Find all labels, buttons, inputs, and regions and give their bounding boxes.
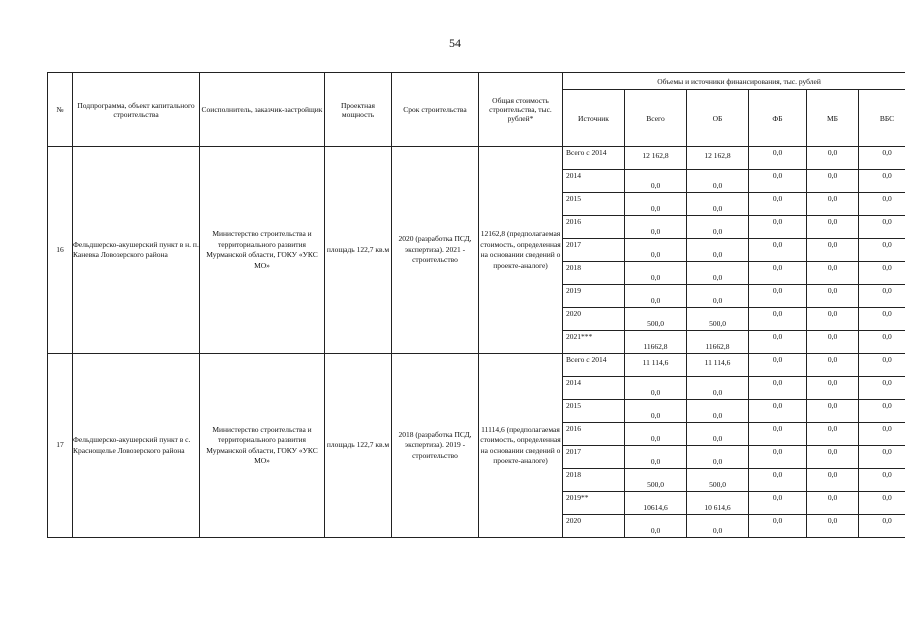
total-cell [625,469,687,492]
object-coexecutor: Министерство строительства и территориального развития Мурманской области, ГОКУ «УКС МО» [200,354,325,538]
fb-value: 0,0 [772,378,783,387]
mb-value: 0,0 [827,263,838,272]
source-cell [563,377,625,400]
total-cell [625,492,687,515]
mb-cell [807,239,859,262]
source-cell [563,354,625,377]
fb-cell [749,308,807,331]
source-cell [563,469,625,492]
total-cell [625,515,687,538]
source-label: 2018 [566,470,581,479]
source-cell [563,331,625,354]
total-value: 0,0 [650,203,661,213]
source-label: 2015 [566,401,581,410]
vbs-cell [859,446,905,469]
vbs-value: 0,0 [882,470,892,479]
ob-value: 500,0 [709,318,726,328]
vbs-cell [859,515,905,538]
header-coexecutor: Соисполнитель, заказчик-застройщик [200,73,325,147]
vbs-cell [859,285,905,308]
fb-cell [749,262,807,285]
ob-value: 0,0 [712,249,723,259]
mb-cell [807,331,859,354]
header-source: Источник [563,90,625,147]
source-label: 2020 [566,309,581,318]
source-label: 2015 [566,194,581,203]
total-value: 0,0 [650,295,661,305]
fb-cell [749,515,807,538]
fb-cell [749,147,807,170]
object-name: Фельдшерско-акушерский пункт в с. Краснощелье Ловозерского района [73,354,200,538]
mb-cell [807,377,859,400]
source-cell [563,515,625,538]
header-subprogram: Подпрограмма, объект капитального строительства [73,73,200,147]
financing-table [47,72,905,538]
source-cell [563,239,625,262]
source-cell [563,147,625,170]
mb-value: 0,0 [827,447,838,456]
ob-cell [687,285,749,308]
source-label: 2014 [566,171,581,180]
fb-cell [749,377,807,400]
source-label: Всего с 2014 [566,148,607,157]
vbs-cell [859,193,905,216]
object-capacity: площадь 122,7 кв.м [325,147,392,354]
page-number: 54 [449,36,461,50]
header-num: № [48,73,73,147]
total-value: 500,0 [647,479,664,489]
ob-value: 0,0 [712,272,723,282]
header-total-cost: Общая стоимость строительства, тыс. рублей* [479,73,563,147]
ob-value: 10 614,6 [704,502,731,512]
fb-value: 0,0 [772,194,783,203]
fb-value: 0,0 [772,516,783,525]
fb-cell [749,446,807,469]
fb-cell [749,469,807,492]
ob-cell [687,193,749,216]
header-fb: ФБ [749,90,807,147]
header-ob: ОБ [687,90,749,147]
vbs-cell [859,469,905,492]
ob-cell [687,354,749,377]
fb-value: 0,0 [772,424,783,433]
source-cell [563,492,625,515]
header-mb: МБ [807,90,859,147]
vbs-value: 0,0 [882,516,892,525]
vbs-cell [859,423,905,446]
mb-value: 0,0 [827,309,838,318]
ob-cell [687,170,749,193]
ob-value: 0,0 [712,410,723,420]
ob-value: 0,0 [712,180,723,190]
source-label: 2018 [566,263,581,272]
fb-cell [749,354,807,377]
source-label: 2019 [566,286,581,295]
object-number: 17 [48,354,73,538]
vbs-cell [859,216,905,239]
total-value: 11662,8 [643,341,668,351]
source-cell [563,285,625,308]
mb-value: 0,0 [827,171,838,180]
ob-cell [687,216,749,239]
ob-cell [687,262,749,285]
header-total: Всего [625,90,687,147]
mb-cell [807,354,859,377]
mb-cell [807,492,859,515]
mb-cell [807,469,859,492]
source-label: Всего с 2014 [566,355,607,364]
mb-value: 0,0 [827,217,838,226]
fb-cell [749,331,807,354]
mb-cell [807,400,859,423]
source-label: 2016 [566,424,581,433]
total-cell [625,216,687,239]
vbs-value: 0,0 [882,355,892,364]
total-cell [625,262,687,285]
mb-value: 0,0 [827,493,838,502]
total-cell [625,423,687,446]
ob-cell [687,492,749,515]
total-cell [625,308,687,331]
mb-cell [807,515,859,538]
vbs-value: 0,0 [882,217,892,226]
vbs-cell [859,331,905,354]
ob-value: 11662,8 [705,341,730,351]
ob-value: 0,0 [712,456,723,466]
total-cell [625,354,687,377]
fb-value: 0,0 [772,217,783,226]
vbs-value: 0,0 [882,332,892,341]
ob-value: 0,0 [712,295,723,305]
fb-value: 0,0 [772,263,783,272]
vbs-value: 0,0 [882,309,892,318]
fb-cell [749,216,807,239]
total-value: 0,0 [650,272,661,282]
source-cell [563,170,625,193]
vbs-value: 0,0 [882,286,892,295]
mb-value: 0,0 [827,355,838,364]
ob-value: 0,0 [712,387,723,397]
vbs-cell [859,308,905,331]
mb-cell [807,285,859,308]
object-term: 2018 (разработка ПСД, экспертиза). 2019 - строительство [392,354,479,538]
source-cell [563,400,625,423]
source-label: 2016 [566,217,581,226]
vbs-value: 0,0 [882,401,892,410]
vbs-cell [859,147,905,170]
object-total-cost: 12162,8 (предполагаемая стоимость, определенная на основании сведений о проекте-аналоге) [479,147,563,354]
vbs-value: 0,0 [882,493,892,502]
mb-value: 0,0 [827,240,838,249]
vbs-value: 0,0 [882,194,892,203]
total-cell [625,446,687,469]
fb-cell [749,193,807,216]
total-cell [625,331,687,354]
fb-value: 0,0 [772,401,783,410]
fb-value: 0,0 [772,171,783,180]
header-financing: Объемы и источники финансирования, тыс. рублей [563,73,905,90]
fb-value: 0,0 [772,286,783,295]
total-cell [625,285,687,308]
ob-value: 500,0 [709,479,726,489]
vbs-value: 0,0 [882,447,892,456]
ob-cell [687,469,749,492]
ob-value: 12 162,8 [704,151,731,160]
mb-value: 0,0 [827,401,838,410]
fb-cell [749,423,807,446]
ob-cell [687,400,749,423]
ob-value: 0,0 [712,203,723,213]
fb-value: 0,0 [772,447,783,456]
source-label: 2017 [566,447,581,456]
object-coexecutor: Министерство строительства и территориального развития Мурманской области, ГОКУ «УКС МО» [200,147,325,354]
total-value: 0,0 [650,410,661,420]
vbs-cell [859,262,905,285]
mb-cell [807,216,859,239]
object-name: Фельдшерско-акушерский пункт в н. п. Каневка Ловозерского района [73,147,200,354]
vbs-value: 0,0 [882,171,892,180]
mb-value: 0,0 [827,470,838,479]
mb-cell [807,193,859,216]
fb-value: 0,0 [772,355,783,364]
ob-cell [687,147,749,170]
fb-value: 0,0 [772,240,783,249]
fb-cell [749,285,807,308]
header-vbs: ВБС [859,90,905,147]
fb-cell [749,492,807,515]
mb-value: 0,0 [827,378,838,387]
source-label: 2020 [566,516,581,525]
ob-value: 0,0 [712,226,723,236]
ob-cell [687,239,749,262]
table-row [48,147,905,170]
ob-cell [687,446,749,469]
mb-cell [807,147,859,170]
mb-value: 0,0 [827,286,838,295]
header-capacity: Проектная мощность [325,73,392,147]
ob-cell [687,377,749,400]
ob-cell [687,423,749,446]
total-cell [625,377,687,400]
ob-value: 0,0 [712,433,723,443]
vbs-value: 0,0 [882,424,892,433]
mb-value: 0,0 [827,148,838,157]
source-cell [563,446,625,469]
mb-value: 0,0 [827,194,838,203]
mb-cell [807,170,859,193]
mb-cell [807,446,859,469]
total-value: 11 114,6 [642,358,669,367]
vbs-cell [859,239,905,262]
mb-cell [807,423,859,446]
vbs-value: 0,0 [882,378,892,387]
ob-cell [687,331,749,354]
total-cell [625,193,687,216]
vbs-cell [859,377,905,400]
total-cell [625,239,687,262]
ob-cell [687,308,749,331]
source-label: 2019** [566,493,589,502]
fb-value: 0,0 [772,332,783,341]
fb-cell [749,239,807,262]
vbs-cell [859,170,905,193]
mb-cell [807,262,859,285]
ob-value: 0,0 [712,525,723,535]
fb-value: 0,0 [772,309,783,318]
source-cell [563,193,625,216]
source-label: 2017 [566,240,581,249]
total-cell [625,147,687,170]
mb-value: 0,0 [827,516,838,525]
total-value: 12 162,8 [642,151,669,160]
total-cell [625,170,687,193]
total-cell [625,400,687,423]
source-cell [563,262,625,285]
source-cell [563,423,625,446]
fb-value: 0,0 [772,470,783,479]
vbs-value: 0,0 [882,148,892,157]
fb-cell [749,400,807,423]
fb-value: 0,0 [772,148,783,157]
fb-value: 0,0 [772,493,783,502]
table-row [48,354,905,377]
mb-cell [807,308,859,331]
vbs-value: 0,0 [882,240,892,249]
source-label: 2014 [566,378,581,387]
mb-value: 0,0 [827,424,838,433]
fb-cell [749,170,807,193]
total-value: 0,0 [650,433,661,443]
total-value: 0,0 [650,456,661,466]
source-cell [563,308,625,331]
total-value: 0,0 [650,249,661,259]
source-label: 2021*** [566,332,593,341]
object-total-cost: 11114,6 (предполагаемая стоимость, определенная на основании сведений о проекте-аналоге) [479,354,563,538]
header-term: Срок строительства [392,73,479,147]
object-number: 16 [48,147,73,354]
total-value: 0,0 [650,387,661,397]
ob-cell [687,515,749,538]
vbs-value: 0,0 [882,263,892,272]
vbs-cell [859,492,905,515]
mb-value: 0,0 [827,332,838,341]
object-term: 2020 (разработка ПСД, экспертиза). 2021 - строительство [392,147,479,354]
total-value: 500,0 [647,318,664,328]
total-value: 0,0 [650,525,661,535]
source-cell [563,216,625,239]
ob-value: 11 114,6 [704,358,731,367]
total-value: 10614,6 [643,502,668,512]
total-value: 0,0 [650,180,661,190]
object-capacity: площадь 122,7 кв.м [325,354,392,538]
total-value: 0,0 [650,226,661,236]
vbs-cell [859,400,905,423]
vbs-cell [859,354,905,377]
